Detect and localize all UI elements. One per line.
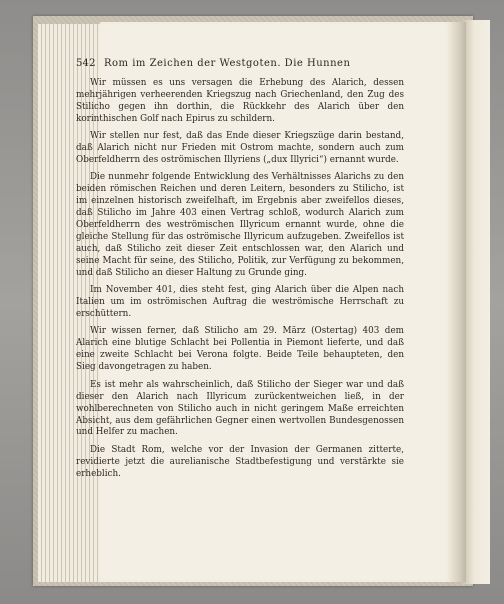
paragraph: Die Stadt Rom, welche vor der Invasion der Germanen zitterte, revidierte jetzt die aurelianische Stadtbefestigung und verstärkte sie erheblich. <box>76 445 404 480</box>
paragraph: Wir müssen es uns versagen die Erhebung des Alarich, dessen mehrjährigen verheerenden Kriegszug nach Griechenland, den Zug des Stilicho gegen ihn dorthin, die Rückkehr des Alarich über den korinthischen Golf nach Epirus zu schildern. <box>76 78 404 124</box>
running-title: Rom im Zeichen der Westgoten. Die Hunnen <box>104 58 351 69</box>
paragraph: Wir stellen nur fest, daß das Ende dieser Kriegszüge darin bestand, daß Alarich nicht nur Frieden mit Ostrom machte, sondern auch zum Oberfeldherrn des oströmischen Illyriens („dux Illyrici“) ernannt wurde. <box>76 131 404 165</box>
facing-page-edge <box>462 20 490 584</box>
body-text <box>76 78 404 481</box>
running-head <box>76 58 428 72</box>
paragraph: Im November 401, dies steht fest, ging Alarich über die Alpen nach Italien um im oströmischen Auftrag die weströmische Herrschaft zu erschüttern. <box>76 285 404 319</box>
paragraph: Wir wissen ferner, daß Stilicho am 29. März (Ostertag) 403 dem Alarich eine blutige Schlacht bei Pollentia in Piemont lieferte, und daß eine zweite Schlacht bei Verona folgte. Beide Teile behaupteten, den Sieg davongetragen zu haben. <box>76 326 404 372</box>
book-gutter <box>448 22 466 582</box>
paragraph: Es ist mehr als wahrscheinlich, daß Stilicho der Sieger war und daß dieser den Alarich nach Illyricum zurückentweichen ließ, in der wohlberechneten von Stilicho auch in nicht geringem Maße erreichten Absicht, aus dem gefährlichen Gegner einen wertvollen Bundesgenossen und Helfer zu machen. <box>76 379 404 438</box>
page-number: 542 <box>76 58 96 69</box>
paragraph: Die nunmehr folgende Entwicklung des Verhältnisses Alarichs zu den beiden römischen Reichen und deren Leitern, besonders zu Stilicho, ist im einzelnen historisch zweifelhaft, im Ergebnis aber zweifellos dieses, daß Stilicho im Jahre 403 einen Vertrag schloß, wodurch Alarich zum Oberfeldherrn des weströmischen Illyricum ernannt wurde, ohne die gleiche Stellung für das oströmische Illyricum aufzugeben. Zweifellos ist auch, daß Stilicho zeit dieser Zeit entschlossen war, den Alarich und seine Macht für seine, des Stilicho, Politik, zur Verfügung zu bekommen, und daß Stilicho an dieser Haltung zu Grunde ging. <box>76 172 404 278</box>
